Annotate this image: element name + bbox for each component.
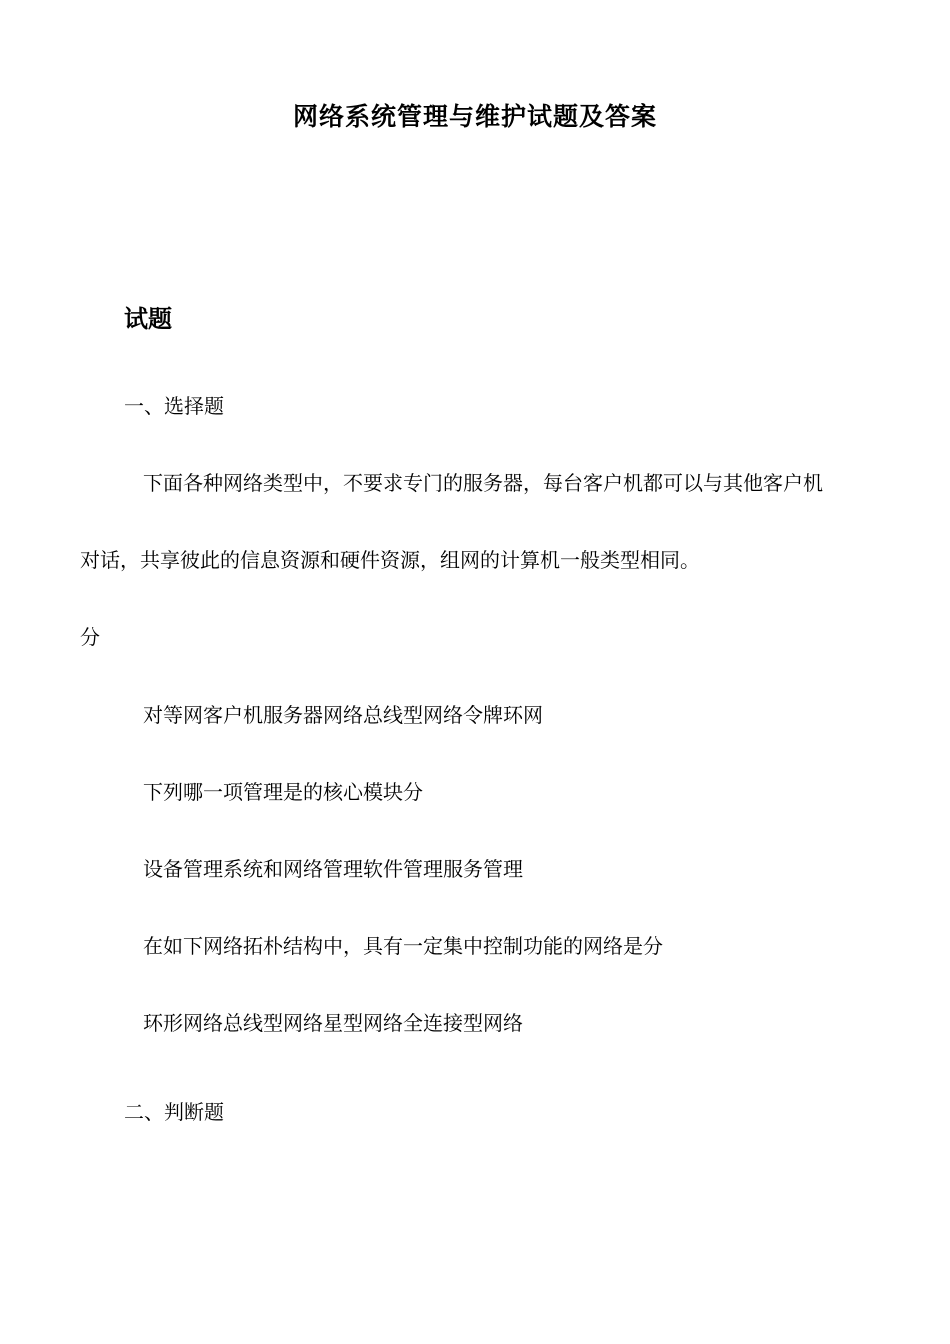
question-1-line-2: 对话，共享彼此的信息资源和硬件资源，组网的计算机一般类型相同。 bbox=[80, 548, 700, 572]
question-1-options: 对等网客户机服务器网络总线型网络令牌环网 bbox=[143, 703, 543, 727]
question-3-options: 环形网络总线型网络星型网络全连接型网络 bbox=[143, 1011, 523, 1035]
document-title: 网络系统管理与维护试题及答案 bbox=[292, 102, 657, 131]
question-3-stem: 在如下网络拓朴结构中，具有一定集中控制功能的网络是分 bbox=[143, 934, 663, 958]
question-2-options: 设备管理系统和网络管理软件管理服务管理 bbox=[143, 857, 523, 881]
section-heading: 试题 bbox=[124, 305, 172, 333]
part2-heading: 二、判断题 bbox=[124, 1100, 224, 1124]
question-2-stem: 下列哪一项管理是的核心模块分 bbox=[143, 780, 423, 804]
part1-heading: 一、选择题 bbox=[124, 394, 224, 418]
question-1-line-1: 下面各种网络类型中，不要求专门的服务器，每台客户机都可以与其他客户机 bbox=[143, 471, 823, 495]
question-1-score: 分 bbox=[80, 625, 100, 649]
